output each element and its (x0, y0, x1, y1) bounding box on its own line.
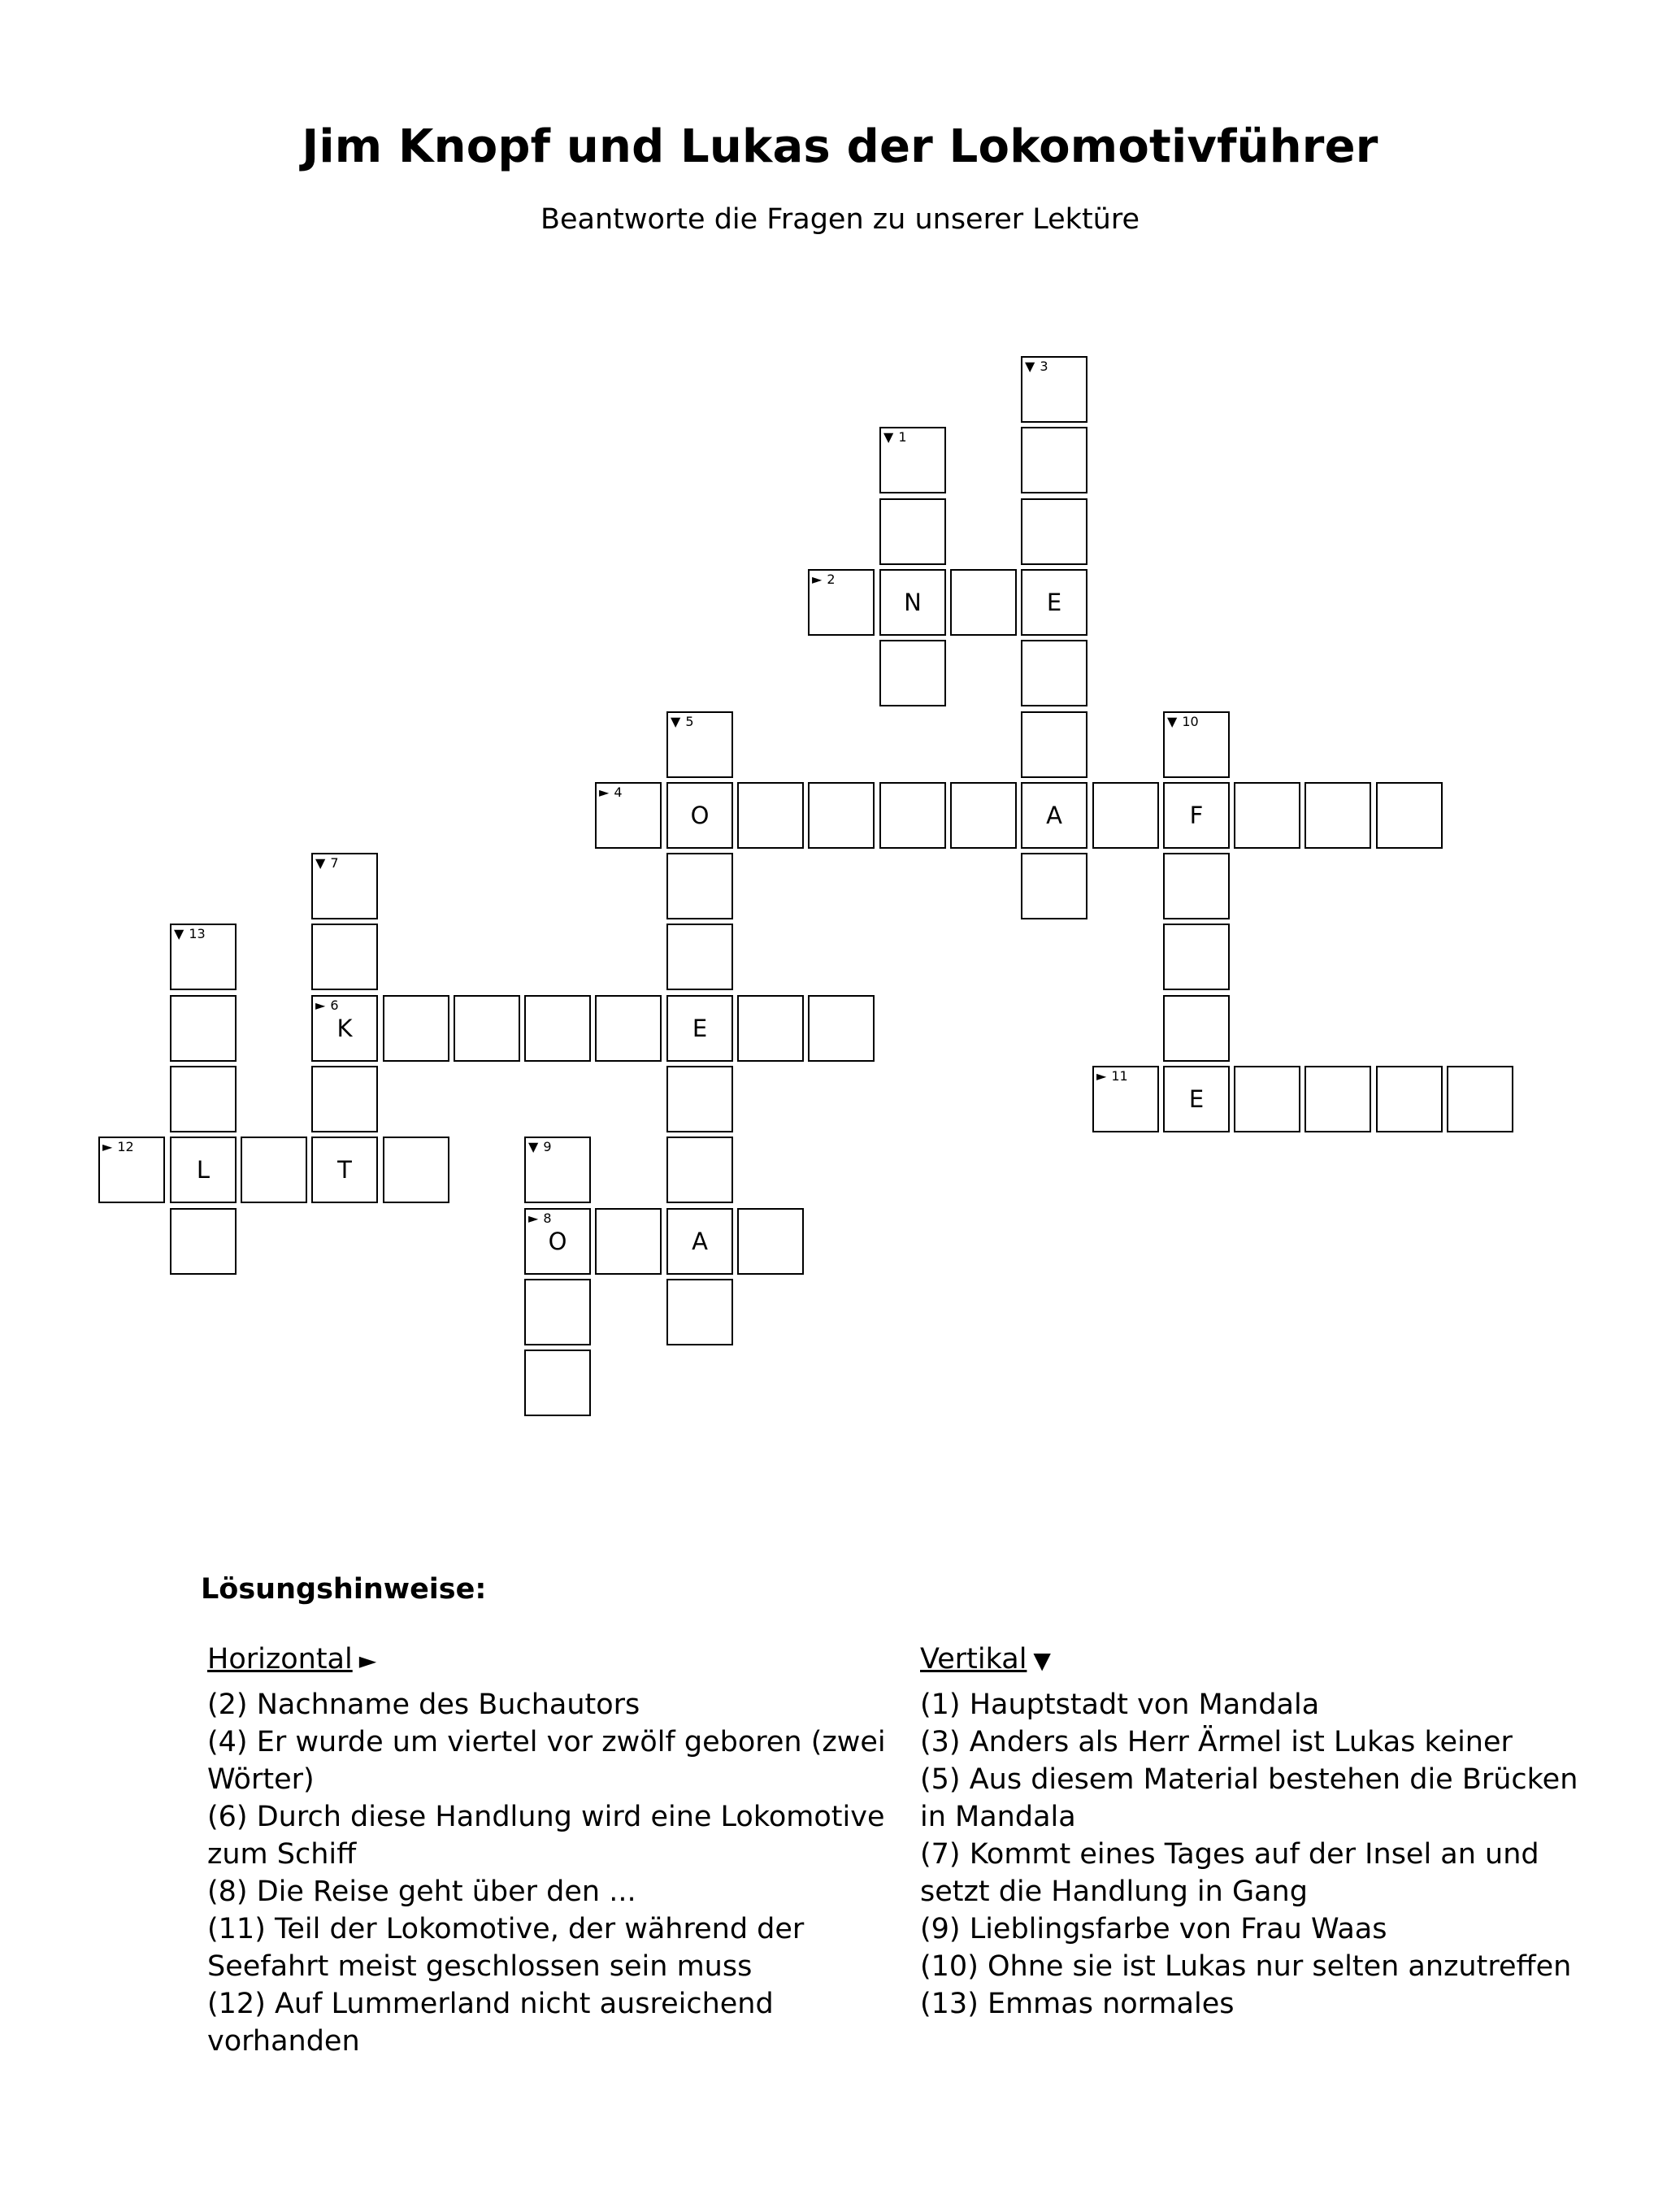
cell-letter: O (690, 802, 710, 829)
crossword-cell[interactable] (808, 782, 875, 849)
clue-number-label (1096, 1069, 1128, 1084)
horizontal-heading-label: Horizontal (207, 1643, 353, 1676)
crossword-cell[interactable] (1234, 782, 1300, 849)
arrow-right-icon: ► (1096, 1068, 1107, 1084)
crossword-cell[interactable] (1163, 782, 1230, 849)
clue-number: 12 (117, 1139, 134, 1154)
clue-number-label (315, 856, 339, 871)
crossword-cell[interactable] (524, 1350, 591, 1416)
crossword-cell[interactable] (1021, 569, 1087, 636)
clue-vertical-3: (3) Anders als Herr Ärmel ist Lukas keiner (920, 1726, 1513, 1758)
crossword-cell[interactable] (1376, 1066, 1443, 1132)
crossword-cell-2[interactable] (808, 569, 875, 636)
clue-number: 7 (330, 855, 339, 871)
arrow-down-icon: ▼ (1167, 714, 1178, 729)
crossword-cell[interactable] (879, 569, 946, 636)
crossword-cell[interactable] (595, 1208, 662, 1275)
crossword-cell[interactable] (1376, 782, 1443, 849)
crossword-cell[interactable] (383, 1137, 449, 1203)
crossword-cell[interactable] (950, 782, 1017, 849)
crossword-cell[interactable] (1163, 924, 1230, 990)
clue-number-label (883, 430, 907, 445)
crossword-cell[interactable] (1163, 853, 1230, 919)
crossword-cell-9[interactable] (524, 1137, 591, 1203)
crossword-cell[interactable] (879, 782, 946, 849)
cell-letter: L (196, 1156, 211, 1184)
page-title: Jim Knopf und Lukas der Lokomotivführer (302, 120, 1378, 173)
vertical-heading-label: Vertikal (920, 1643, 1027, 1676)
clue-horizontal-8: (8) Die Reise geht über den ... (207, 1876, 636, 1908)
crossword-cell[interactable] (524, 995, 591, 1062)
clue-number-label (812, 572, 836, 587)
arrow-right-icon: ► (358, 1647, 377, 1674)
clue-number: 5 (685, 714, 694, 729)
crossword-cell[interactable] (595, 995, 662, 1062)
crossword-cell[interactable] (1304, 782, 1371, 849)
clue-number-label (671, 715, 694, 729)
cell-letter: K (336, 1015, 353, 1042)
crossword-cell[interactable] (1021, 853, 1087, 919)
crossword-cell[interactable] (666, 924, 733, 990)
crossword-cell-10[interactable] (1163, 711, 1230, 778)
clue-horizontal-6: (6) Durch diese Handlung wird eine Lokomotive zum Schiff (207, 1801, 885, 1871)
arrow-down-icon: ▼ (1025, 359, 1035, 374)
crossword-cell[interactable] (666, 1137, 733, 1203)
page-subtitle: Beantworte die Fragen zu unserer Lektüre (540, 203, 1140, 236)
clue-horizontal-2: (2) Nachname des Buchautors (207, 1689, 640, 1721)
horizontal-clues (207, 1641, 914, 2060)
clue-vertical-10: (10) Ohne sie ist Lukas nur selten anzutreffen (920, 1950, 1572, 1983)
clue-vertical-5: (5) Aus diesem Material bestehen die Brücken in Mandala (920, 1763, 1578, 1833)
crossword-cell[interactable] (666, 1279, 733, 1345)
crossword-cell[interactable] (454, 995, 520, 1062)
clue-horizontal-11: (11) Teil der Lokomotive, der während der Seefahrt meist geschlossen sein muss (207, 1913, 805, 1983)
arrow-down-icon: ▼ (315, 855, 326, 871)
arrow-down-icon: ▼ (1033, 1647, 1051, 1674)
cell-letter: E (1188, 1085, 1205, 1113)
clue-number-label (1025, 359, 1048, 374)
crossword-cell-11[interactable] (1092, 1066, 1159, 1132)
clue-number: 13 (189, 926, 206, 941)
clue-number: 8 (543, 1211, 552, 1226)
clue-number: 11 (1111, 1068, 1128, 1084)
cell-letter: O (548, 1228, 567, 1255)
crossword-cell[interactable] (311, 1066, 378, 1132)
crossword-cell[interactable] (737, 782, 804, 849)
clue-number: 2 (827, 572, 836, 587)
cell-letter: N (904, 589, 922, 616)
crossword-cell[interactable] (1092, 782, 1159, 849)
crossword-cell[interactable] (1021, 711, 1087, 778)
clue-number: 1 (898, 429, 907, 445)
crossword-cell-5[interactable] (666, 711, 733, 778)
crossword-cell[interactable] (1021, 427, 1087, 493)
crossword-cell[interactable] (170, 1208, 237, 1275)
crossword-cell[interactable] (666, 1066, 733, 1132)
crossword-cell[interactable] (170, 1066, 237, 1132)
crossword-cell[interactable] (1304, 1066, 1371, 1132)
clue-horizontal-4: (4) Er wurde um viertel vor zwölf geboren (zwei Wörter) (207, 1726, 886, 1796)
cell-letter: A (692, 1228, 708, 1255)
arrow-right-icon: ► (102, 1139, 113, 1154)
crossword-cell-12[interactable] (98, 1137, 165, 1203)
clue-number: 10 (1182, 714, 1199, 729)
crossword-cell[interactable] (666, 853, 733, 919)
clue-vertical-1: (1) Hauptstadt von Mandala (920, 1689, 1320, 1721)
crossword-cell[interactable] (311, 1137, 378, 1203)
crossword-cell[interactable] (666, 1208, 733, 1275)
vertical-clues (920, 1641, 1595, 2023)
crossword-cell-7[interactable] (311, 853, 378, 919)
crossword-cell[interactable] (1021, 782, 1087, 849)
vertical-heading (920, 1641, 1051, 1680)
crossword-cell[interactable] (950, 569, 1017, 636)
arrow-right-icon: ► (812, 572, 823, 587)
clue-horizontal-12: (12) Auf Lummerland nicht ausreichend vorhanden (207, 1988, 774, 2058)
arrow-down-icon: ▼ (174, 926, 184, 941)
clue-number-label (599, 785, 623, 800)
clue-number-label (1167, 715, 1199, 729)
arrow-down-icon: ▼ (528, 1139, 539, 1154)
crossword-cell[interactable] (1447, 1066, 1513, 1132)
crossword-cell[interactable] (879, 640, 946, 706)
clue-number: 6 (330, 998, 339, 1013)
cell-letter: F (1189, 802, 1204, 829)
crossword-cell[interactable] (383, 995, 449, 1062)
crossword-cell[interactable] (1163, 995, 1230, 1062)
clue-number: 4 (614, 785, 623, 800)
crossword-cell[interactable] (524, 1279, 591, 1345)
clue-number-label (528, 1140, 552, 1154)
cell-letter: E (1046, 589, 1062, 616)
cell-letter: A (1046, 802, 1062, 829)
crossword-cell-8[interactable] (524, 1208, 591, 1275)
crossword-cell[interactable] (666, 782, 733, 849)
arrow-right-icon: ► (599, 785, 610, 800)
clue-number: 9 (543, 1139, 552, 1154)
crossword-cell-13[interactable] (170, 924, 237, 990)
arrow-down-icon: ▼ (671, 714, 681, 729)
crossword-cell[interactable] (737, 995, 804, 1062)
cell-letter: T (337, 1156, 352, 1184)
crossword-cell[interactable] (666, 995, 733, 1062)
crossword-cell[interactable] (170, 995, 237, 1062)
crossword-cell[interactable] (1021, 498, 1087, 565)
crossword-cell[interactable] (737, 1208, 804, 1275)
crossword-cell[interactable] (1021, 640, 1087, 706)
crossword-cell[interactable] (311, 924, 378, 990)
crossword-cell-4[interactable] (595, 782, 662, 849)
crossword-cell[interactable] (808, 995, 875, 1062)
crossword-cell[interactable] (1234, 1066, 1300, 1132)
crossword-cell-6[interactable] (311, 995, 378, 1062)
clue-vertical-7: (7) Kommt eines Tages auf der Insel an und setzt die Handlung in Gang (920, 1838, 1539, 1908)
clue-number-label (102, 1140, 134, 1154)
arrow-right-icon: ► (315, 998, 326, 1013)
crossword-cell[interactable] (1163, 1066, 1230, 1132)
arrow-down-icon: ▼ (883, 429, 894, 445)
crossword-cell[interactable] (879, 498, 946, 565)
crossword-cell-1[interactable] (879, 427, 946, 493)
hints-heading: Lösungshinweise: (201, 1573, 487, 1606)
cell-letter: E (692, 1015, 708, 1042)
clue-vertical-13: (13) Emmas normales (920, 1988, 1235, 2020)
arrow-right-icon: ► (528, 1211, 539, 1226)
crossword-cell-3[interactable] (1021, 356, 1087, 423)
clue-vertical-9: (9) Lieblingsfarbe von Frau Waas (920, 1913, 1387, 1945)
clue-number: 3 (1040, 359, 1048, 374)
clue-number-label (174, 927, 206, 941)
horizontal-heading (207, 1641, 376, 1680)
crossword-cell[interactable] (241, 1137, 307, 1203)
crossword-cell[interactable] (170, 1137, 237, 1203)
